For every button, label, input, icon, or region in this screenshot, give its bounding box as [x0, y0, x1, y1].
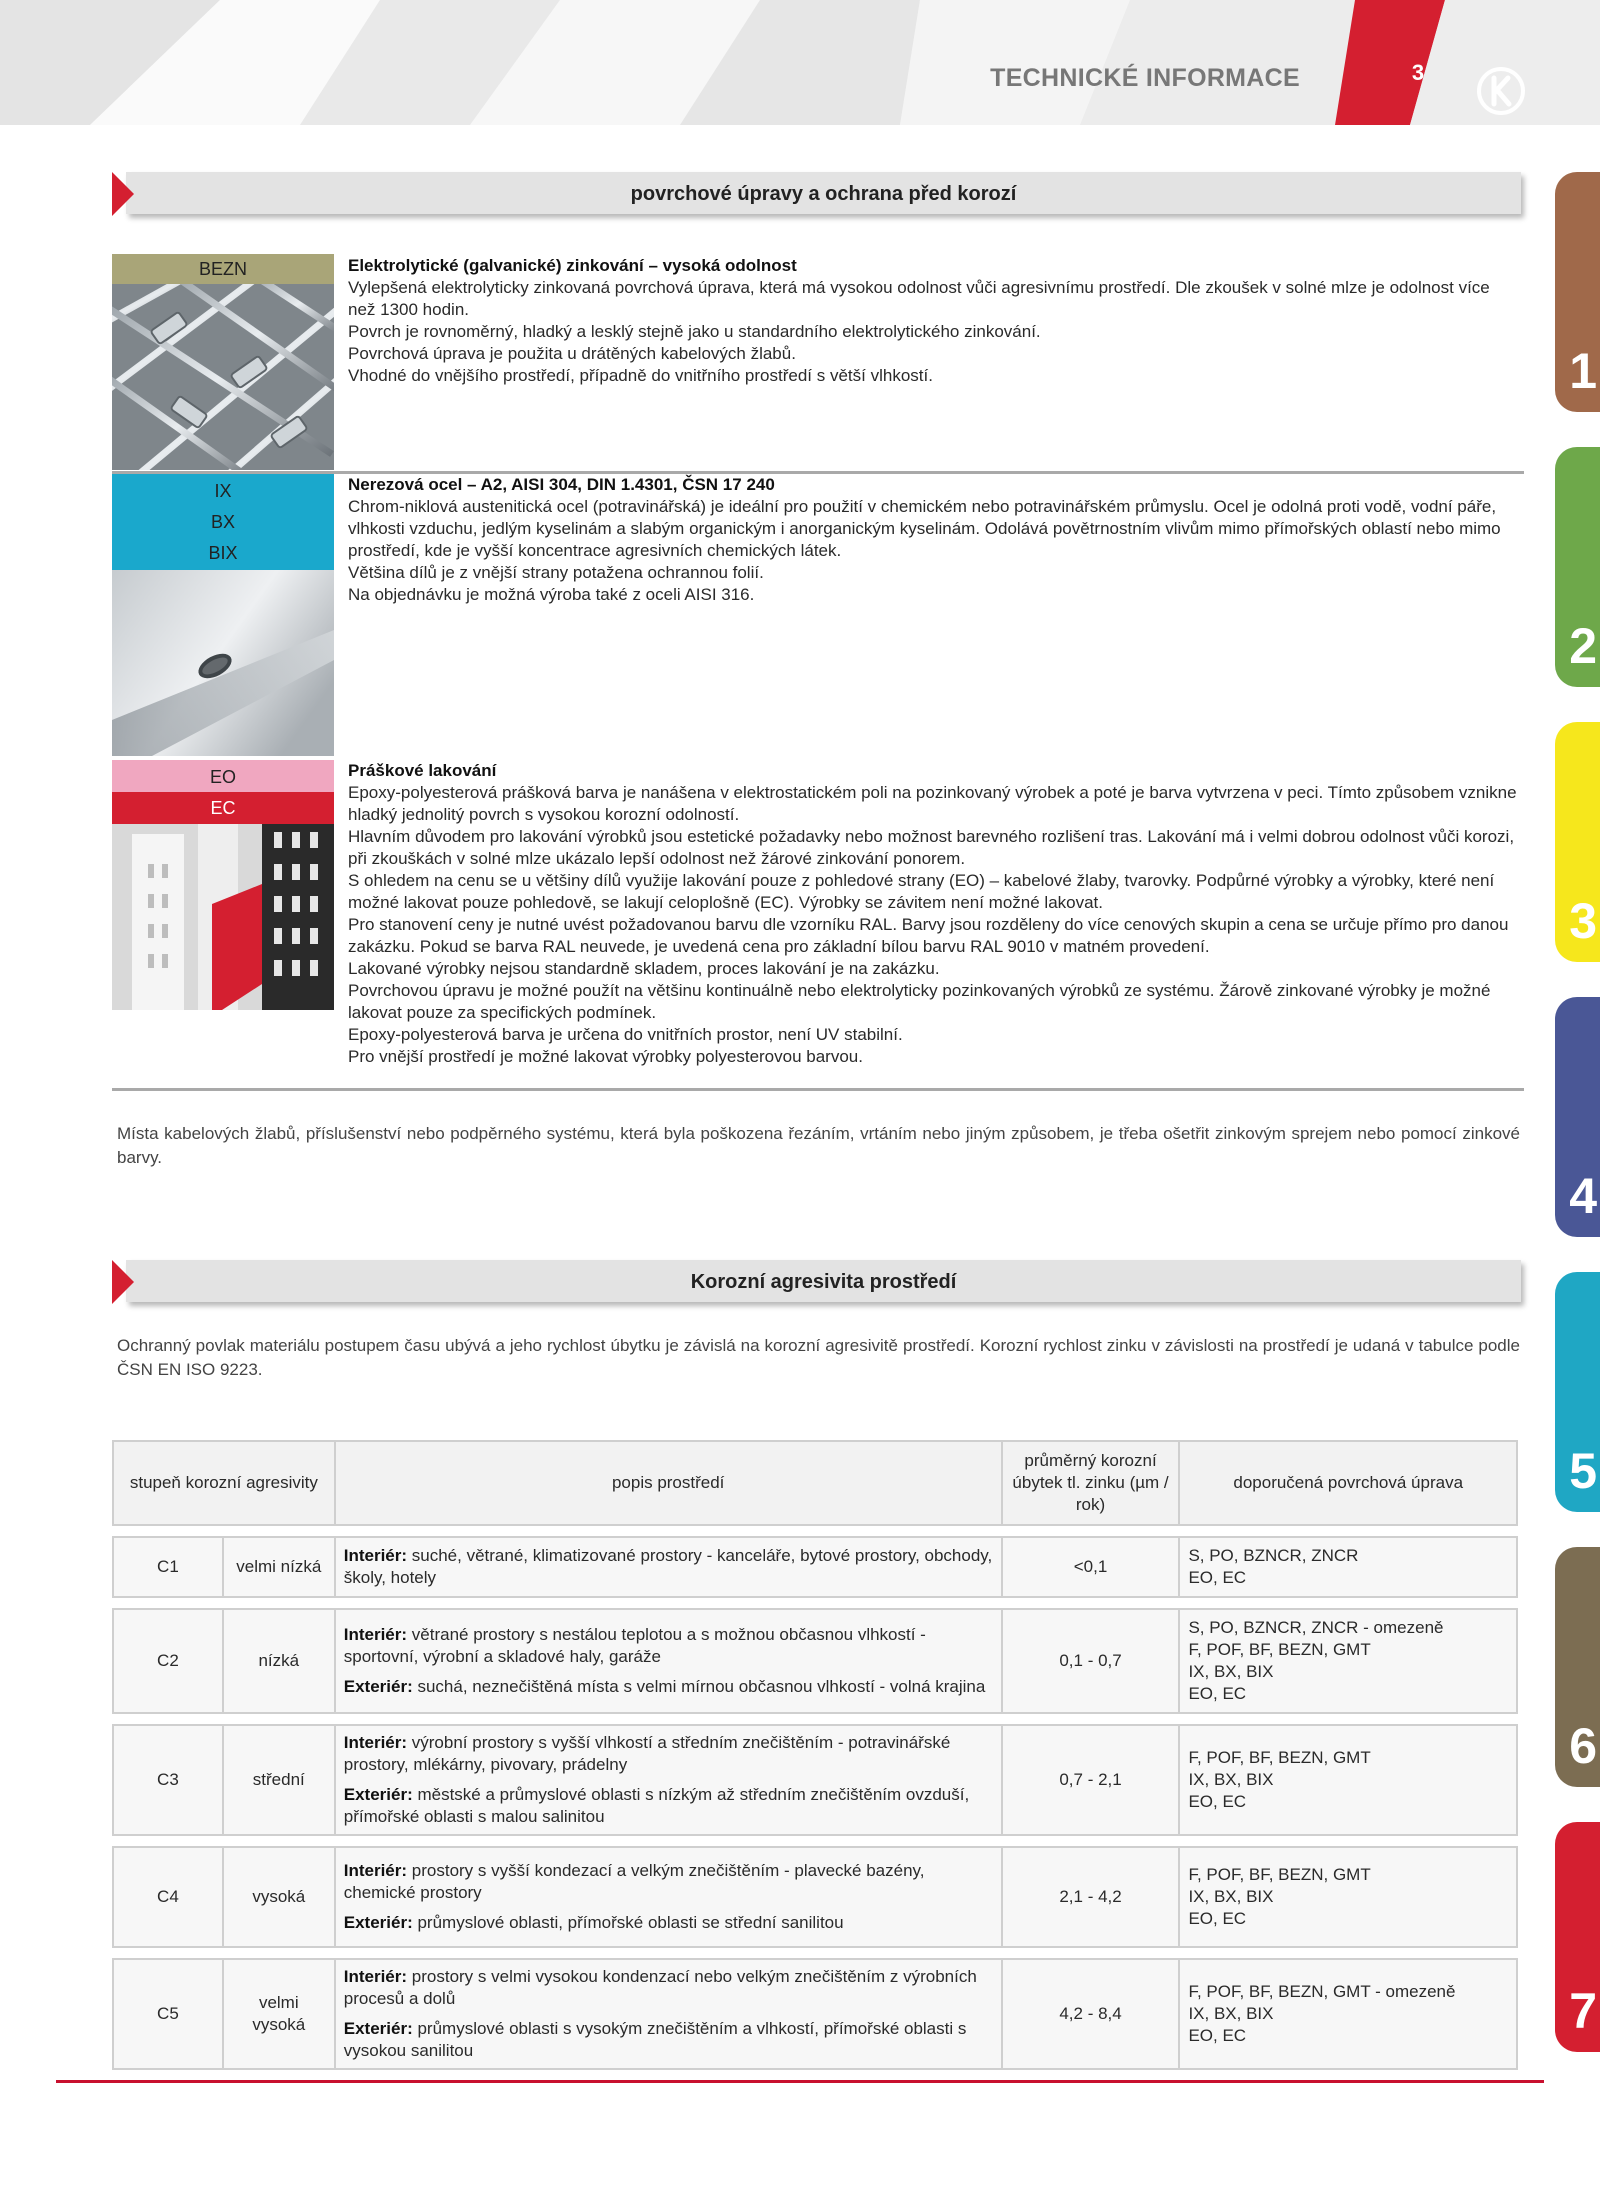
- header-degree: stupeň korozní agresivity: [113, 1441, 335, 1525]
- interior-label: Interiér:: [343, 1546, 408, 1565]
- description-cell: [335, 1609, 1002, 1713]
- finish-description-stainless: [348, 474, 1520, 606]
- level-cell: velmi vysoká: [223, 1959, 335, 2069]
- interior-value: prostory s velmi vysokou kondenzací nebo velkým znečištěním z výrobních procesů a dolů: [343, 1967, 977, 2008]
- finish-line: Povrchová úprava je použita u drátěných kabelových žlabů.: [348, 344, 796, 363]
- finish-line: Hlavním důvodem pro lakování výrobků jsou estetické požadavky nebo možnost barevného rozlišení tras. Lakování má i velmi dobrou odolnost vůči korozi, při zkouškách v solné mlze ukázalo lepší odolnost než žárové zinkování ponorem.: [348, 827, 1515, 868]
- interior-text: [344, 1624, 993, 1668]
- level-cell: nízká: [223, 1609, 335, 1713]
- level-cell: střední: [223, 1725, 335, 1835]
- finish-line: F, POF, BF, BEZN, GMT: [1188, 1748, 1371, 1767]
- exterior-value: průmyslové oblasti s vysokým znečištěním a vlhkostí, přímořské oblasti s vysokou sanilitou: [343, 2019, 967, 2060]
- corrosivity-intro: Ochranný povlak materiálu postupem času ubývá a jeho rychlost úbytku je závislá na korozní agresivitě prostředí. Korozní rychlost zinku v závislosti na prostředí je udaná v tabulce podle ČSN EN ISO 9223.: [117, 1336, 1520, 1379]
- finish-code-bezn: [112, 254, 334, 284]
- finish-line: EO, EC: [1188, 2026, 1247, 2045]
- interior-text: [344, 1732, 993, 1776]
- finish-line: Epoxy-polyesterová prášková barva je nanášena v elektrostatickém poli na pozinkovaný výrobek a poté je barva vytvrzena v peci. Tímto způsobem vznikne hladký jednolitý povrch s vysokou korozní odolností.: [348, 783, 1517, 824]
- class-cell: C5: [113, 1959, 223, 2069]
- chapter-tab-label: 3: [1569, 893, 1597, 949]
- finish-line: S ohledem na cenu se u většiny dílů využije lakování pouze z pohledové strany (EO) – kabelové žlaby, tvarovky. Podpůrné výrobky a výrobky, které není možné lakovat pouze pohledově, se lakují celoplošně (EC). Výrobky se závitem není možné lakovat.: [348, 871, 1495, 912]
- header-finish: doporučená povrchová úprava: [1179, 1441, 1517, 1525]
- interior-value: větrané prostory s nestálou teplotou a s možnou občasnou vlhkostí - sportovní, výrobní a skladové haly, garáže: [343, 1625, 926, 1666]
- interior-label: Interiér:: [343, 1861, 408, 1880]
- interior-value: suché, větrané, klimatizované prostory - kanceláře, bytové prostory, obchody, školy, hotely: [343, 1546, 993, 1587]
- finish-line: S, PO, BZNCR, ZNCR - omezeně: [1188, 1618, 1444, 1637]
- finish-code-label: BIX: [208, 543, 238, 563]
- finish-line: EO, EC: [1188, 1909, 1247, 1928]
- exterior-value: městské a průmyslové oblasti s nízkým až středním znečištěním ovzduší, přímořské oblasti s malou salinitou: [343, 1785, 970, 1826]
- interior-value: výrobní prostory s vyšší vlhkostí a středním znečištěním - potravinářské prostory, mlékárny, pivovary, prádelny: [343, 1733, 951, 1774]
- table-row: [113, 1725, 1517, 1835]
- finish-line: F, POF, BF, BEZN, GMT: [1188, 1640, 1371, 1659]
- exterior-label: Exteriér:: [343, 2019, 413, 2038]
- exterior-label: Exteriér:: [343, 1785, 413, 1804]
- class-cell: C3: [113, 1725, 223, 1835]
- header-pattern: [0, 0, 1600, 125]
- finish-line: Vylepšená elektrolyticky zinkovaná povrchová úprava, která má vysokou odolnost vůči agresivnímu prostředí. Dle zkoušek v solné mlze je odolnost více než 1300 hodin.: [348, 278, 1490, 319]
- finish-code-label: IX: [214, 481, 232, 501]
- finish-line: F, POF, BF, BEZN, GMT: [1188, 1865, 1371, 1884]
- loss-cell: 0,1 - 0,7: [1002, 1609, 1180, 1713]
- company-logo-icon: [1475, 65, 1527, 117]
- interior-label: Interiér:: [343, 1733, 408, 1752]
- chapter-tab-6[interactable]: [1555, 1547, 1600, 1787]
- finish-line: F, POF, BF, BEZN, GMT - omezeně: [1188, 1982, 1456, 2001]
- finish-line: IX, BX, BIX: [1188, 2004, 1274, 2023]
- description-cell: [335, 1725, 1002, 1835]
- finish-code-label: BX: [210, 512, 235, 532]
- interior-value: prostory s vyšší kondezací a velkým znečištěním - plavecké bazény, chemické prostory: [343, 1861, 925, 1902]
- loss-cell: 2,1 - 4,2: [1002, 1847, 1180, 1947]
- header-title: TECHNICKÉ INFORMACE: [990, 64, 1300, 92]
- interior-label: Interiér:: [343, 1625, 408, 1644]
- interior-label: Interiér:: [343, 1967, 408, 1986]
- finish-line: EO, EC: [1188, 1684, 1247, 1703]
- chapter-tab-label: 2: [1569, 618, 1597, 674]
- powder-coating-photo: [112, 824, 334, 1010]
- finish-line: Vhodné do vnějšího prostředí, případně do vnitřního prostředí s větší vlhkostí.: [348, 366, 933, 385]
- finish-line: EO, EC: [1188, 1568, 1247, 1587]
- finish-line: IX, BX, BIX: [1188, 1662, 1274, 1681]
- page-number: 3: [1411, 60, 1425, 85]
- finish-line: Většina dílů je z vnější strany potažena ochrannou folií.: [348, 563, 764, 582]
- finish-line: S, PO, BZNCR, ZNCR: [1188, 1546, 1359, 1565]
- finish-line: Epoxy-polyesterová barva je určena do vnitřních prostor, není UV stabilní.: [348, 1025, 903, 1044]
- level-cell: velmi nízká: [223, 1537, 335, 1597]
- finish-cell: [1179, 1537, 1517, 1597]
- finish-title: Elektrolytické (galvanické) zinkování – vysoká odolnost: [348, 256, 797, 275]
- table-row: [113, 1959, 1517, 2069]
- exterior-label: Exteriér:: [343, 1913, 413, 1932]
- finish-description-powder-coating: [348, 760, 1520, 1068]
- finish-title: Práškové lakování: [348, 761, 497, 780]
- finish-line: EO, EC: [1188, 1792, 1247, 1811]
- chapter-tab-5[interactable]: [1555, 1272, 1600, 1512]
- wire-tray-photo: [112, 284, 334, 470]
- finish-cell: [1179, 1725, 1517, 1835]
- chapter-tab-label: 5: [1569, 1443, 1597, 1499]
- class-cell: C4: [113, 1847, 223, 1947]
- section-banner-corrosivity: [112, 1260, 1527, 1304]
- header-description: popis prostředí: [335, 1441, 1002, 1525]
- separator: [112, 1088, 1524, 1091]
- wire-mesh-image: [112, 284, 334, 470]
- finish-code-stainless: [112, 474, 334, 570]
- finish-cell: [1179, 1609, 1517, 1713]
- corrosivity-table: [112, 1440, 1518, 2070]
- table-row: [113, 1609, 1517, 1713]
- header-background: [0, 0, 1600, 125]
- exterior-value: průmyslové oblasti, přímořské oblasti se střední sanilitou: [412, 1913, 844, 1932]
- finish-line: Chrom-niklová austenitická ocel (potravinářská) je ideální pro použití v chemickém nebo potravinářském průmyslu. Ocel je odolná proti vodě, vodní páře, vlhkosti vzduchu, jedlým kyselinám a slabým organickým i anorganickým kyselinám. Odolává povětrnostním vlivům mimo přímořských oblastí nebo mimo prostředí, kde je vyšší koncentrace agresivních chemických látek.: [348, 497, 1501, 560]
- finish-code-label: EC: [210, 798, 236, 818]
- section-title: Korozní agresivita prostředí: [690, 1271, 957, 1293]
- footer-rule: [56, 2080, 1544, 2083]
- chapter-tab-7[interactable]: [1555, 1822, 1600, 2052]
- exterior-value: suchá, neznečištěná místa s velmi mírnou občasnou vlhkostí - volná krajina: [412, 1677, 986, 1696]
- chapter-tab-label: 1: [1569, 343, 1597, 399]
- finish-line: IX, BX, BIX: [1188, 1887, 1274, 1906]
- finish-code-label: EO: [209, 767, 236, 787]
- chapter-tab-label: 6: [1569, 1718, 1597, 1774]
- chapter-tab-label: 7: [1569, 1983, 1597, 2039]
- finish-cell: [1179, 1959, 1517, 2069]
- loss-cell: <0,1: [1002, 1537, 1180, 1597]
- header-loss: průměrný korozní úbytek tl. zinku (µm / rok): [1002, 1441, 1180, 1525]
- exterior-text: [344, 1784, 993, 1828]
- finish-line: Na objednávku je možná výroba také z oceli AISI 316.: [348, 585, 755, 604]
- chapter-tab-1[interactable]: [1555, 172, 1600, 412]
- description-cell: [335, 1959, 1002, 2069]
- chapter-tab-label: 4: [1569, 1168, 1597, 1224]
- chapter-tab-2[interactable]: [1555, 447, 1600, 687]
- exterior-label: Exteriér:: [343, 1677, 413, 1696]
- chapter-tab-3[interactable]: [1555, 722, 1600, 962]
- interior-text: [344, 1545, 993, 1589]
- loss-cell: 0,7 - 2,1: [1002, 1725, 1180, 1835]
- chapter-tab-4[interactable]: [1555, 997, 1600, 1237]
- table-row: [113, 1847, 1517, 1947]
- loss-cell: 4,2 - 8,4: [1002, 1959, 1180, 2069]
- finish-line: Pro vnější prostředí je možné lakovat výrobky polyesterovou barvou.: [348, 1047, 863, 1066]
- finish-code-label: BEZN: [198, 259, 247, 279]
- interior-text: [344, 1860, 993, 1904]
- finish-line: Lakované výrobky nejsou standardně skladem, proces lakování je na zakázku.: [348, 959, 940, 978]
- finish-line: Povrchovou úpravu je možné použít na většinu kontinuálně nebo elektrolyticky pozinkovaných výrobků ze systému. Žárově zinkované výrobky je možné lakovat pouze za specifických podmínek.: [348, 981, 1491, 1022]
- description-cell: [335, 1537, 1002, 1597]
- finish-line: Povrch je rovnoměrný, hladký a lesklý stejně jako u standardního elektrolytického zinkování.: [348, 322, 1041, 341]
- exterior-text: [344, 1912, 993, 1934]
- stainless-tray-image: [112, 570, 334, 756]
- stainless-steel-photo: [112, 570, 334, 756]
- section-banner-surface-finishes: [112, 172, 1527, 216]
- finish-description-bezn: [348, 255, 1520, 387]
- exterior-text: [344, 2018, 993, 2062]
- exterior-text: [344, 1676, 993, 1698]
- level-cell: vysoká: [223, 1847, 335, 1947]
- finish-code-ec: [112, 792, 334, 824]
- class-cell: C1: [113, 1537, 223, 1597]
- repair-note: Místa kabelových žlabů, příslušenství nebo podpěrného systému, která byla poškozena řezáním, vrtáním nebo jiným způsobem, je třeba ošetřit zinkovým sprejem nebo pomocí zinkové barvy.: [117, 1124, 1520, 1167]
- description-cell: [335, 1847, 1002, 1947]
- table-row: [113, 1537, 1517, 1597]
- section-title: povrchové úpravy a ochrana před korozí: [630, 183, 1017, 205]
- painted-channels-image: [112, 824, 334, 1010]
- interior-text: [344, 1966, 993, 2010]
- finish-line: Pro stanovení ceny je nutné uvést požadovanou barvu dle vzorníku RAL. Barvy jsou rozděleny do více cenových skupin a cena se určuje přímo pro danou zakázku. Pokud se barva RAL neuvede, je uvedená cena pro základní bílou barvu RAL 9010 v matném provedení.: [348, 915, 1509, 956]
- finish-line: IX, BX, BIX: [1188, 1770, 1274, 1789]
- finish-title: Nerezová ocel – A2, AISI 304, DIN 1.4301, ČSN 17 240: [348, 475, 775, 494]
- table-header-row: [113, 1441, 1517, 1525]
- finish-cell: [1179, 1847, 1517, 1947]
- corrosivity-table-container: [112, 1440, 1518, 2070]
- class-cell: C2: [113, 1609, 223, 1713]
- finish-code-eo: [112, 760, 334, 792]
